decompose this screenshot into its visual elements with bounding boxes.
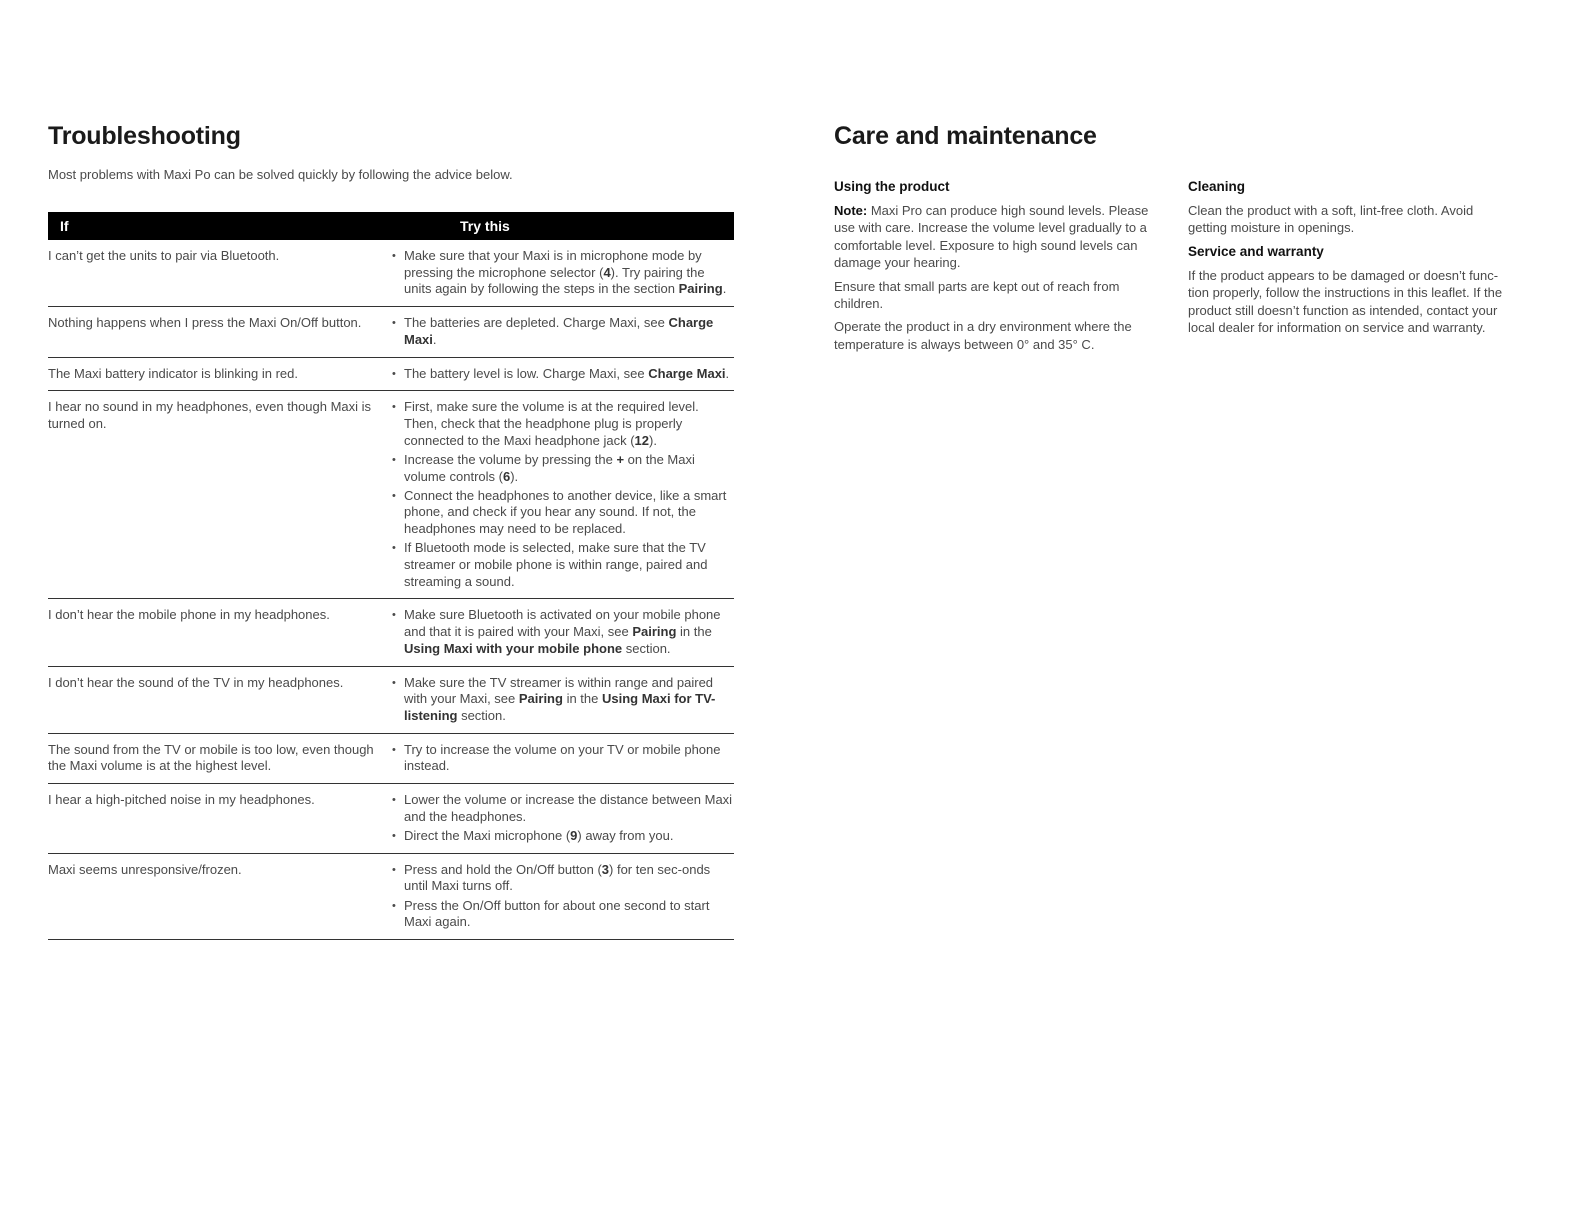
- table-row: [48, 599, 734, 666]
- header-if: If: [60, 217, 69, 234]
- try-this-list: [391, 607, 734, 657]
- text-segment: Make sure that your Maxi is in microphone mode by pressing the microphone selector (: [404, 248, 702, 280]
- cleaning-text: Clean the product with a soft, lint-free cloth. Avoid getting moisture in openings.: [1188, 203, 1474, 236]
- try-this-cell: [391, 357, 734, 391]
- text-segment: section.: [457, 707, 506, 723]
- bold-reference: Charge Maxi: [648, 365, 726, 381]
- troubleshooting-table: [48, 212, 734, 940]
- text-segment: Direct the Maxi microphone (: [404, 827, 571, 843]
- text-segment: ). Try pairing the units again by following the steps in the section: [404, 264, 705, 297]
- small-parts-paragraph: Ensure that small parts are kept out of reach from children.: [834, 278, 1120, 312]
- text-segment: First, make sure the volume is at the required level. Then, check that the headphone plug is properly connected to the Maxi headphone jack (: [404, 399, 699, 448]
- if-cell: I hear a high-pitched noise in my headphones.: [48, 784, 391, 854]
- bold-reference: Using Maxi with your mobile phone: [404, 640, 623, 656]
- list-item: [391, 248, 734, 298]
- troubleshooting-intro: Most problems with Maxi Po can be solved quickly by following the advice below.: [48, 167, 513, 182]
- list-item: [391, 742, 734, 775]
- using-column: [834, 178, 1160, 359]
- text-segment: ) away from you.: [577, 827, 674, 843]
- cleaning-heading: Cleaning: [1188, 179, 1246, 194]
- text-segment: Connect the headphones to another device, like a smart phone, and check if you hear any sound. If not, the headphones may need to be replaced.: [404, 487, 727, 537]
- bold-reference: Pairing: [678, 281, 723, 297]
- text-segment: ).: [510, 468, 519, 484]
- list-item: [391, 898, 734, 931]
- try-this-list: [391, 792, 734, 845]
- try-this-cell: [391, 853, 734, 939]
- service-text: If the product appears to be damaged or doesn’t func-tion properly, follow the instructions in this leaflet. If the product still doesn’t function as intended, contact your local dealer for information on service and warranty.: [1188, 267, 1503, 336]
- service-heading: Service and warranty: [1188, 243, 1324, 259]
- try-this-list: [391, 675, 734, 725]
- bold-reference: 3: [601, 861, 610, 877]
- text-segment: .: [432, 331, 437, 347]
- list-item: [391, 675, 734, 725]
- try-this-cell: [391, 307, 734, 357]
- text-segment: .: [722, 281, 727, 297]
- troubleshooting-section: [48, 116, 734, 940]
- troubleshooting-title: Troubleshooting: [48, 122, 241, 150]
- list-item: [391, 607, 734, 657]
- text-segment: in the: [562, 691, 602, 707]
- bold-reference: Pairing: [632, 624, 677, 640]
- list-item: [391, 540, 734, 590]
- table-row: [48, 307, 734, 357]
- table-header-row: [48, 212, 734, 240]
- care-title: Care and maintenance: [834, 122, 1097, 150]
- environment-paragraph: Operate the product in a dry environment where the temperature is always between 0° and 35° C.: [834, 319, 1132, 352]
- text-segment: If Bluetooth mode is selected, make sure that the TV streamer or mobile phone is within range, paired and streaming a sound.: [404, 540, 708, 589]
- table-row: [48, 357, 734, 391]
- list-item: [391, 315, 734, 348]
- bold-reference: Pairing: [518, 691, 563, 707]
- note-label: Note:: [834, 203, 868, 218]
- using-heading: Using the product: [834, 179, 950, 194]
- text-segment: The battery level is low. Charge Maxi, see: [404, 365, 649, 381]
- list-item: [391, 828, 734, 845]
- try-this-list: [391, 315, 734, 348]
- bold-reference: 9: [570, 827, 578, 843]
- bold-reference: 4: [603, 264, 611, 280]
- try-this-cell: [391, 666, 734, 733]
- text-segment: The batteries are depleted. Charge Maxi, see: [404, 315, 669, 331]
- list-item: [391, 399, 734, 449]
- try-this-list: [391, 862, 734, 931]
- text-segment: Lower the volume or increase the distance between Maxi and the headphones.: [404, 792, 733, 824]
- text-segment: in the: [676, 624, 712, 640]
- text-segment: Press and hold the On/Off button (: [404, 861, 602, 877]
- if-cell: The Maxi battery indicator is blinking in red.: [48, 357, 391, 391]
- try-this-list: [391, 742, 734, 775]
- table-row: [48, 666, 734, 733]
- list-item: [391, 792, 734, 825]
- try-this-cell: [391, 599, 734, 666]
- text-segment: ) for ten sec-onds until Maxi turns off.: [404, 861, 711, 894]
- bold-reference: 12: [634, 432, 650, 448]
- table-row: [48, 391, 734, 599]
- text-segment: on the Maxi volume controls (: [404, 451, 695, 484]
- care-section: [834, 116, 1534, 359]
- try-this-list: [391, 248, 734, 298]
- if-cell: I don’t hear the mobile phone in my headphones.: [48, 599, 391, 666]
- if-cell: Nothing happens when I press the Maxi On/Off button.: [48, 307, 391, 357]
- try-this-cell: [391, 391, 734, 599]
- list-item: [391, 488, 734, 538]
- text-segment: section.: [622, 640, 671, 656]
- try-this-list: [391, 366, 734, 383]
- try-this-list: [391, 399, 734, 590]
- bold-reference: +: [616, 451, 625, 467]
- list-item: [391, 452, 734, 485]
- text-segment: Press the On/Off button for about one second to start Maxi again.: [404, 897, 710, 930]
- try-this-cell: [391, 240, 734, 307]
- bold-reference: Using Maxi for TV-listening: [404, 691, 716, 723]
- table-row: [48, 240, 734, 307]
- maintenance-column: [1188, 178, 1514, 359]
- bold-reference: 6: [502, 468, 511, 484]
- try-this-cell: [391, 784, 734, 854]
- text-segment: .: [725, 365, 730, 381]
- if-cell: I can’t get the units to pair via Bluetooth.: [48, 240, 391, 307]
- if-cell: I hear no sound in my headphones, even though Maxi is turned on.: [48, 391, 391, 599]
- note-paragraph: [834, 202, 1160, 272]
- note-text: Maxi Pro can produce high sound levels. Please use with care. Increase the volume level gradually to a comfortable level. Exposure to high sound levels can damage your hearing.: [834, 203, 1149, 271]
- header-try-this: Try this: [460, 217, 510, 234]
- text-segment: Make sure Bluetooth is activated on your mobile phone and that it is paired with your Maxi, see: [404, 607, 721, 640]
- list-item: [391, 366, 734, 383]
- bold-reference: Charge Maxi: [404, 315, 714, 347]
- text-segment: Increase the volume by pressing the: [404, 451, 617, 467]
- text-segment: Make sure the TV streamer is within range and paired with your Maxi, see: [404, 674, 714, 707]
- text-segment: Try to increase the volume on your TV or mobile phone instead.: [404, 741, 721, 774]
- if-cell: I don’t hear the sound of the TV in my headphones.: [48, 666, 391, 733]
- try-this-cell: [391, 733, 734, 783]
- if-cell: The sound from the TV or mobile is too low, even though the Maxi volume is at the highest level.: [48, 733, 391, 783]
- troubleshooting-table-body: [48, 240, 734, 940]
- table-row: [48, 733, 734, 783]
- table-row: [48, 853, 734, 939]
- text-segment: ).: [649, 432, 657, 448]
- table-header: [48, 212, 734, 240]
- table-row: [48, 784, 734, 854]
- list-item: [391, 862, 734, 895]
- if-cell: Maxi seems unresponsive/frozen.: [48, 853, 391, 939]
